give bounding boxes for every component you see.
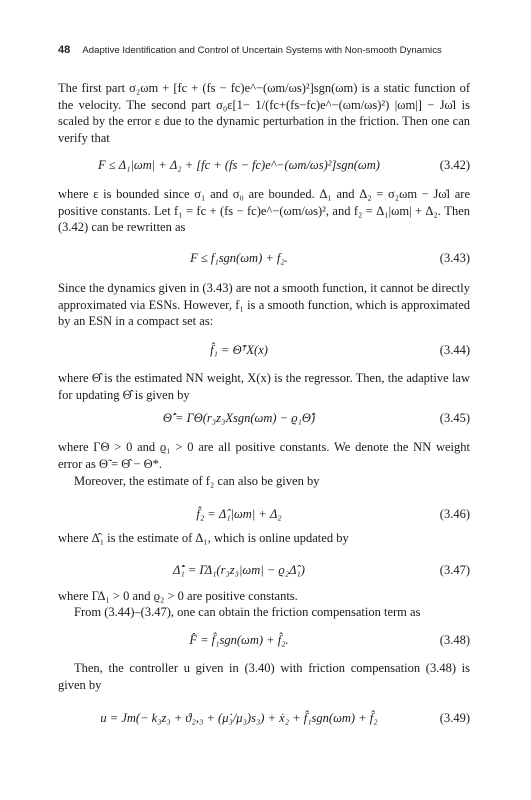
equation-number: (3.48) — [439, 633, 470, 647]
equation-3-44 — [58, 340, 470, 360]
equation-body: F̂ = f̂₁sgn(ωm) + f̂₂. — [189, 633, 289, 647]
paragraph-7a: where ΓΔ₁ > 0 and ϱ₂ > 0 are positive constants. — [58, 589, 298, 603]
paragraph-5a: where ΓΘ > 0 and ϱ₁ > 0 are all positive constants. We denote the NN weight error as Θ̃ = Θ̂ − Θ*. — [58, 440, 470, 471]
paragraph-5b: Moreover, the estimate of f₂ can also be given by — [74, 474, 320, 488]
equation-3-42 — [58, 155, 470, 175]
paragraph-1: The first part σ₂ωm + [fc + (fs − fc)e^−(ωm/ωs)²]sgn(ωm) is a static function of the velocity. The second part σ₀ε[1− 1/(fc+(fs−fc)e^−(ωm/ωs)²) |ωm|] − Jω̇l is scaled by the error ε due to the dynamic perturbation in the friction. Then one can verify that — [58, 81, 470, 145]
equation-body: f̂₁ = Θ̂ᵀX(x) — [210, 343, 268, 357]
equation-body: Θ̂̇ = ΓΘ(r₃z₃Xsgn(ωm) − ϱ₁Θ̂) — [162, 411, 316, 425]
running-title: Adaptive Identification and Control of Uncertain Systems with Non-smooth Dynamics — [82, 45, 442, 56]
equation-3-46 — [58, 504, 470, 524]
running-header — [58, 44, 478, 56]
equation-3-49 — [58, 708, 470, 728]
paragraph-4: where Θ̂ is the estimated NN weight, X(x) is the regressor. Then, the adaptive law for updating Θ̂ is given by — [58, 371, 470, 402]
equation-number: (3.43) — [439, 251, 470, 265]
equation-number: (3.47) — [439, 563, 470, 577]
page-number: 48 — [58, 44, 71, 56]
equation-body: Δ̂̇₁ = ΓΔ₁(r₃z₃|ωm| − ϱ₂Δ̂₁) — [173, 563, 305, 577]
paragraph-6: where Δ̂₁ is the estimate of Δ₁, which is online updated by — [58, 531, 349, 545]
equation-number: (3.44) — [439, 343, 470, 357]
equation-3-43 — [58, 248, 470, 268]
equation-3-45 — [58, 408, 470, 428]
equation-number: (3.49) — [439, 711, 470, 725]
equation-body: F ≤ Δ₁|ωm| + Δ₂ + [fc + (fs − fc)e^−(ωm/ωs)²]sgn(ωm) — [98, 158, 380, 172]
equation-3-47 — [58, 560, 470, 580]
equation-body: F ≤ f₁sgn(ωm) + f₂. — [190, 251, 288, 265]
equation-body: u = Jm(− k₃z₃ + ϑ₂,₃ + (μ̇₃/μ₃)s₃) + ẋ₂ + f̂₁sgn(ωm) + f̂₂ — [100, 711, 378, 725]
paragraph-2: where ε is bounded since σ₁ and σ₀ are bounded. Δ₁ and Δ₂ = σ₂ωm − Jω̇l are positive constants. Let f₁ = fc + (fs − fc)e^−(ωm/ωs)², and f₂ = Δ₁|ωm| + Δ₂. Then (3.42) can be rewritten as — [58, 187, 470, 234]
equation-number: (3.45) — [439, 411, 470, 425]
equation-3-48 — [58, 630, 470, 650]
paragraph-3: Since the dynamics given in (3.43) are not a smooth function, it cannot be directly approximated via ESNs. However, f₁ is a smooth function, which is approximated by an ESN in a compact set as: — [58, 281, 470, 328]
equation-body: f̂₂ = Δ̂₁|ωm| + Δ₂ — [196, 507, 282, 521]
equation-number: (3.42) — [439, 158, 470, 172]
equation-number: (3.46) — [439, 507, 470, 521]
paragraph-8: Then, the controller u given in (3.40) with friction compensation (3.48) is given by — [58, 661, 470, 692]
paragraph-7b: From (3.44)–(3.47), one can obtain the friction compensation term as — [74, 605, 421, 619]
